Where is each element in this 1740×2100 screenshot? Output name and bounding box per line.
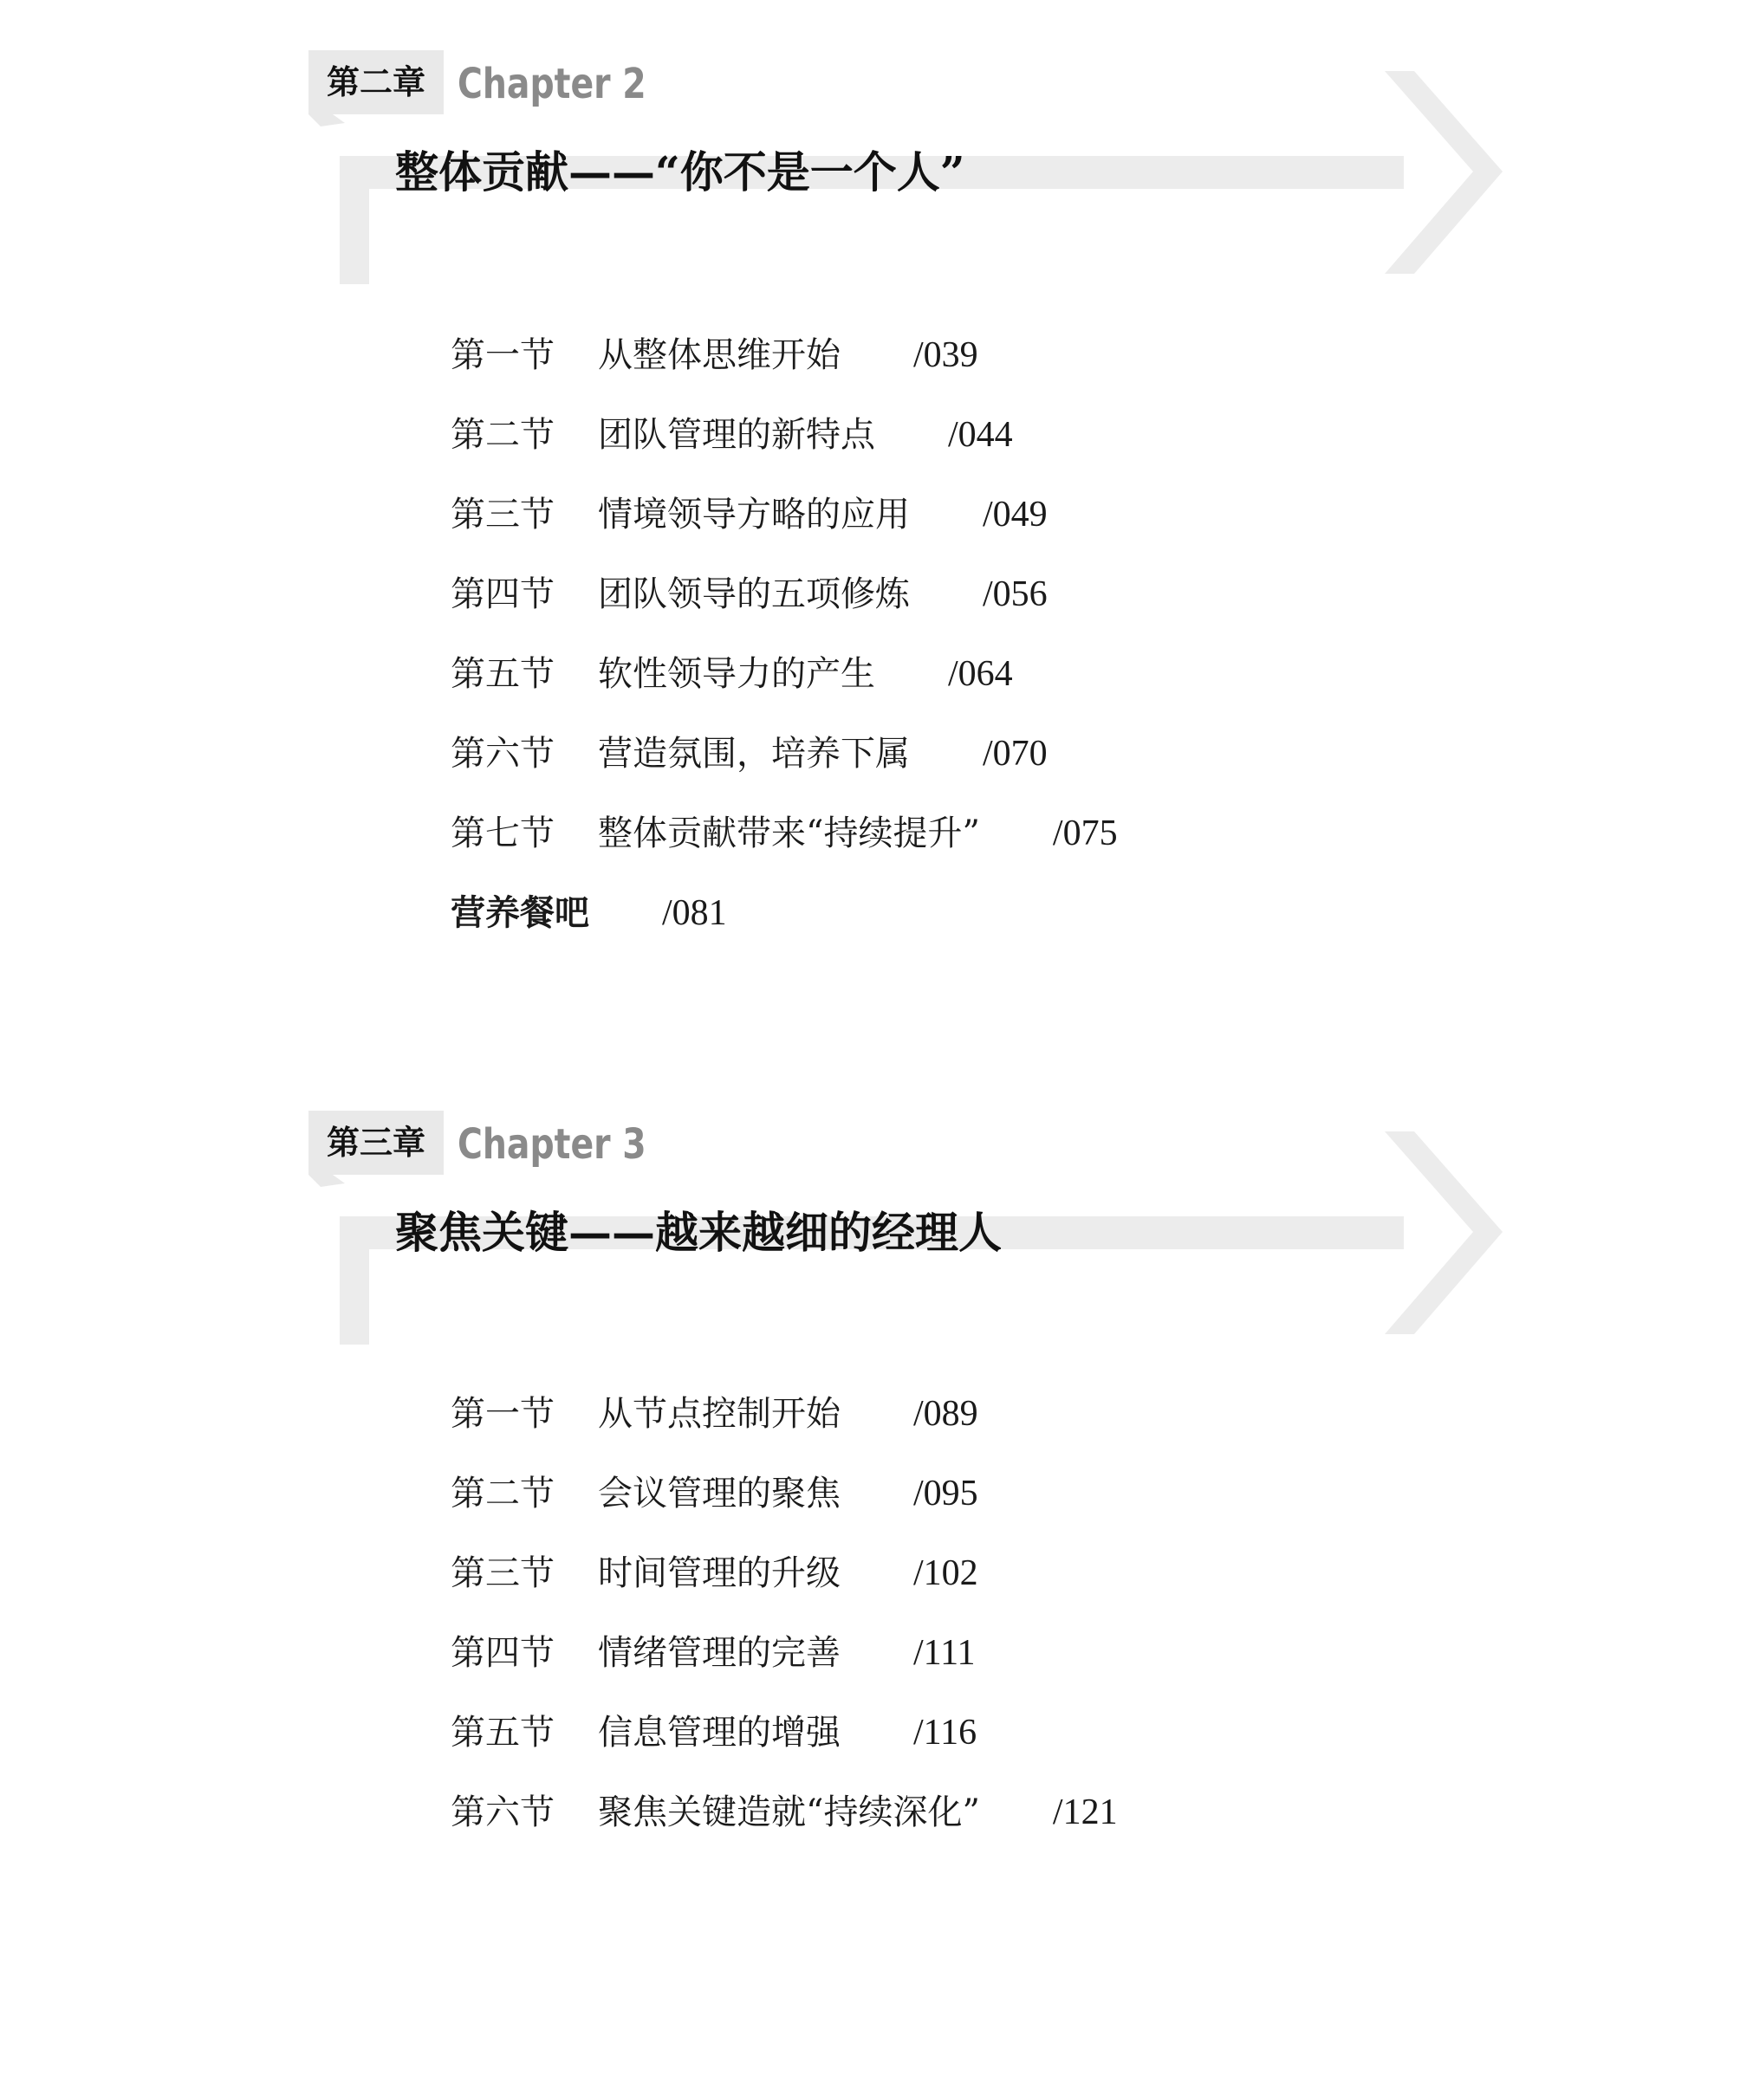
chapter-number-tag: 第二章 (308, 50, 444, 114)
section-title: 情境领导方略的应用 (598, 495, 910, 535)
page-number: /044 (948, 415, 1013, 455)
chapter-number-tag: 第三章 (308, 1111, 444, 1175)
section-number: 第三节 (451, 495, 555, 535)
section-list (451, 315, 1118, 953)
toc-entry[interactable] (451, 395, 1118, 475)
section-number: 第七节 (451, 813, 555, 853)
section-title: 团队领导的五项修炼 (598, 574, 910, 614)
page-number: /111 (913, 1633, 976, 1673)
page-number: /095 (913, 1474, 978, 1513)
page-number: /102 (913, 1553, 978, 1593)
section-number: 第四节 (451, 574, 555, 614)
section-title: 时间管理的升级 (598, 1553, 841, 1593)
section-title: 软性领导力的产生 (598, 654, 875, 694)
page-number: /049 (983, 495, 1048, 535)
chapter-title: 聚焦关键——越来越细的经理人 (395, 1207, 1002, 1258)
page-number: /056 (983, 574, 1048, 614)
section-title: 从节点控制开始 (598, 1394, 841, 1434)
toc-entry[interactable] (451, 1693, 1118, 1773)
chapter-3 (0, 1060, 1740, 2100)
page-number: /064 (948, 654, 1013, 694)
toc-entry[interactable] (451, 794, 1118, 873)
chapter-title: 整体贡献——“你不是一个人” (395, 146, 965, 198)
toc-entry[interactable] (451, 1454, 1118, 1533)
section-title: 整体贡献带来“持续提升” (598, 813, 980, 853)
chapter-2 (0, 0, 1740, 1040)
page-number: /121 (1052, 1792, 1118, 1832)
page-number: /081 (662, 893, 727, 933)
page-number: /070 (983, 734, 1048, 774)
chapter-label-english: Chapter 3 (458, 1120, 646, 1169)
toc-entry[interactable] (451, 1773, 1118, 1852)
section-title: 会议管理的聚焦 (598, 1474, 841, 1513)
page-number: /116 (913, 1713, 977, 1753)
section-number: 第一节 (451, 1394, 555, 1434)
chapter-label-english: Chapter 2 (458, 60, 646, 108)
toc-entry[interactable] (451, 1533, 1118, 1613)
section-title: 聚焦关键造就“持续深化” (598, 1792, 980, 1832)
page-number: /075 (1052, 813, 1118, 853)
page-number: /089 (913, 1394, 978, 1434)
section-number: 第六节 (451, 1792, 555, 1832)
toc-entry[interactable] (451, 315, 1118, 395)
toc-entry[interactable] (451, 1374, 1118, 1454)
toc-entry[interactable] (451, 634, 1118, 714)
toc-entry-extra[interactable] (451, 873, 1118, 953)
section-list (451, 1374, 1118, 1852)
section-number: 第一节 (451, 335, 555, 375)
section-title: 从整体思维开始 (598, 335, 841, 375)
section-number: 第五节 (451, 1713, 555, 1753)
section-number: 第三节 (451, 1553, 555, 1593)
section-title: 营造氛围，培养下属 (598, 734, 910, 774)
section-number: 第五节 (451, 654, 555, 694)
section-number: 第二节 (451, 1474, 555, 1513)
page-number: /039 (913, 335, 978, 375)
toc-entry[interactable] (451, 1613, 1118, 1693)
toc-entry[interactable] (451, 554, 1118, 634)
toc-entry[interactable] (451, 714, 1118, 794)
extra-section-title: 营养餐吧 (451, 893, 589, 933)
section-number: 第四节 (451, 1633, 555, 1673)
toc-entry[interactable] (451, 475, 1118, 554)
section-title: 信息管理的增强 (598, 1713, 841, 1753)
section-title: 团队管理的新特点 (598, 415, 875, 455)
section-number: 第二节 (451, 415, 555, 455)
section-number: 第六节 (451, 734, 555, 774)
section-title: 情绪管理的完善 (598, 1633, 841, 1673)
